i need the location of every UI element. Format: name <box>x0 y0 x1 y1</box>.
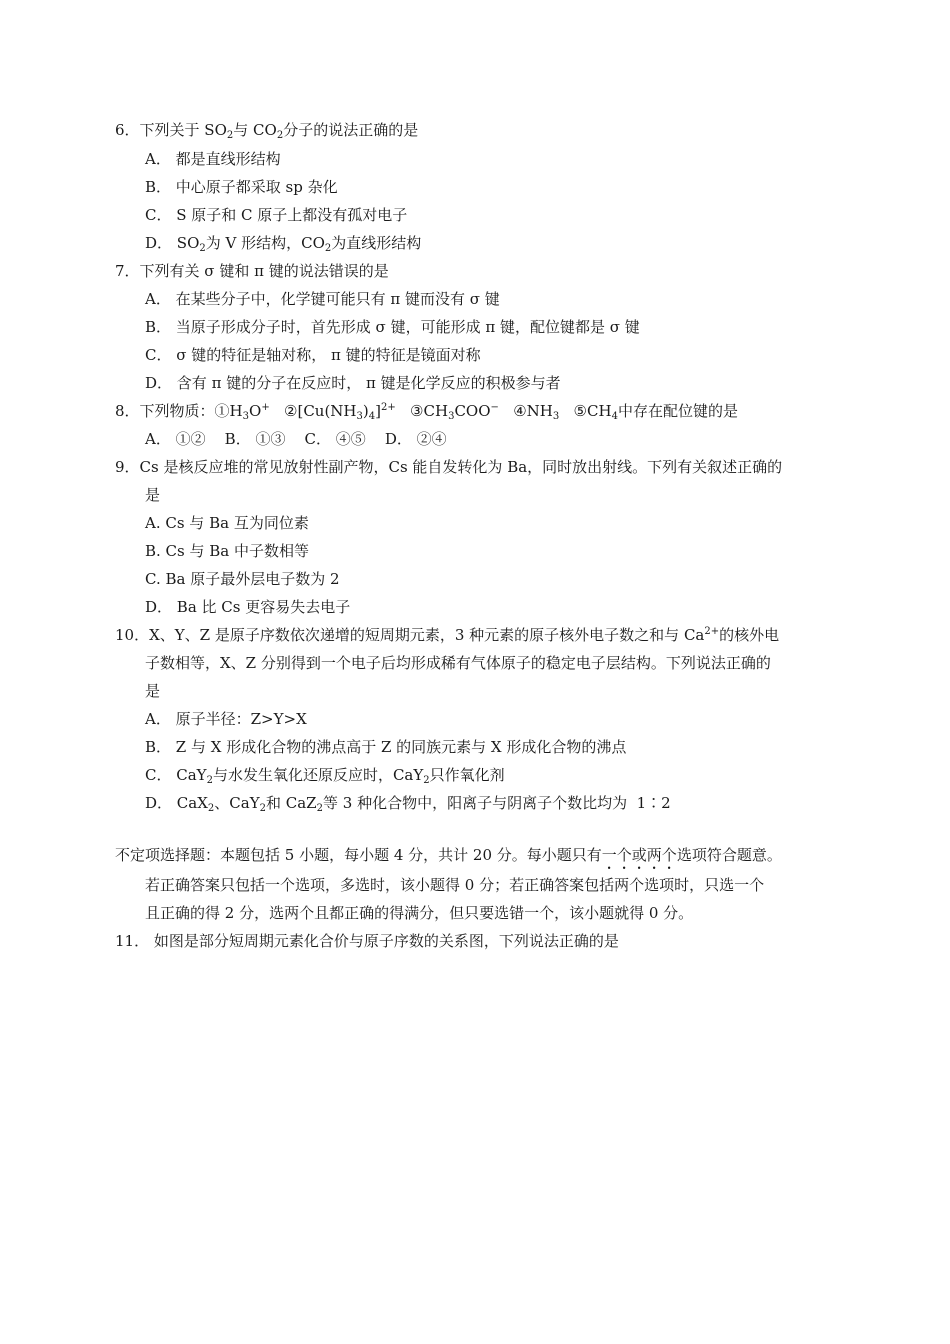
q6-stem: 6．下列关于 $SO_2$与 $CO_2$分子的说法正确的是 <box>115 121 419 141</box>
q8-options: A． ①② B． ①③ C． ④⑤ D． ②④ <box>145 430 447 448</box>
q9-option-a: A. Cs 与 Ba 互为同位素 <box>145 514 309 532</box>
q6-option-c: C． S 原子和 C 原子上都没有孤对电子 <box>145 206 408 224</box>
q10-stem-line3: 是 <box>145 682 161 700</box>
q6-option-b: B． 中心原子都采取 sp 杂化 <box>145 178 338 196</box>
q10-option-c: C． CaY$_2$与水发生氧化还原反应时，CaY$_2$只作氧化剂 <box>145 766 505 786</box>
q9-option-b: B. Cs 与 Ba 中子数相等 <box>145 542 310 560</box>
q10-stem-line1: 10．X、Y、Z 是原子序数依次递增的短周期元素，3 种元素的原子核外电子数之和与 $Ca^{2+}$的核外电 <box>115 626 780 644</box>
q10-stem-line2: 子数相等，X、Z 分别得到一个电子后均形成稀有气体原子的稳定电子层结构。下列说法正确的 <box>145 654 771 672</box>
q8-stem: 8．下列物质：$①H_3O^+$ $②[Cu(NH_3)_4]^{2+}$ $③CH_3COO^-$ $④NH_3$ $⑤CH_4$中存在配位键的是 <box>115 402 738 422</box>
q10-option-d: D． CaX$_2$、CaY$_2$和 CaZ$_2$等 3 种化合物中，阳离子与阴离子个数比均为 1∶2 <box>145 794 671 814</box>
q9-option-c: C. Ba 原子最外层电子数为 2 <box>145 570 340 588</box>
q11-stem: 11． 如图是部分短周期元素化合价与原子序数的关系图，下列说法正确的是 <box>115 932 619 950</box>
q9-stem-line2: 是 <box>145 486 161 504</box>
q7-option-b: B． 当原子形成分子时，首先形成 σ 键，可能形成 π 键，配位键都是 σ 键 <box>145 318 640 336</box>
emphasis-text: 一个或两个 <box>601 846 677 864</box>
q7-stem: 7．下列有关 σ 键和 π 键的说法错误的是 <box>115 262 389 280</box>
section-instructions-line3: 且正确的得 2 分，选两个且都正确的得满分，但只要选错一个，该小题就得 0 分。 <box>145 904 694 922</box>
q7-option-d: D． 含有 π 键的分子在反应时， π 键是化学反应的积极参与者 <box>145 374 561 392</box>
q6-option-d: D． $SO_2$为 V 形结构，$CO_2$为直线形结构 <box>145 234 422 254</box>
section-instructions-line2: 若正确答案只包括一个选项，多选时，该小题得 0 分；若正确答案包括两个选项时，只选一个 <box>145 876 765 894</box>
q10-option-b: B． Z 与 X 形成化合物的沸点高于 Z 的同族元素与 X 形成化合物的沸点 <box>145 738 627 756</box>
q7-option-c: C． σ 键的特征是轴对称， π 键的特征是镜面对称 <box>145 346 481 364</box>
section-instructions-line1: 不定项选择题：本题包括 5 小题，每小题 4 分，共计 20 分。每小题只有一个或两个选项符合题意。 <box>115 846 782 864</box>
q6-option-a: A． 都是直线形结构 <box>145 150 281 168</box>
q9-option-d: D． Ba 比 Cs 更容易失去电子 <box>145 598 351 616</box>
q9-stem-line1: 9．Cs 是核反应堆的常见放射性副产物，Cs 能自发转化为 Ba，同时放出射线。下列有关叙述正确的 <box>115 458 783 476</box>
q7-option-a: A． 在某些分子中，化学键可能只有 π 键而没有 σ 键 <box>145 290 500 308</box>
q10-option-a: A． 原子半径：Z>Y>X <box>145 710 307 728</box>
